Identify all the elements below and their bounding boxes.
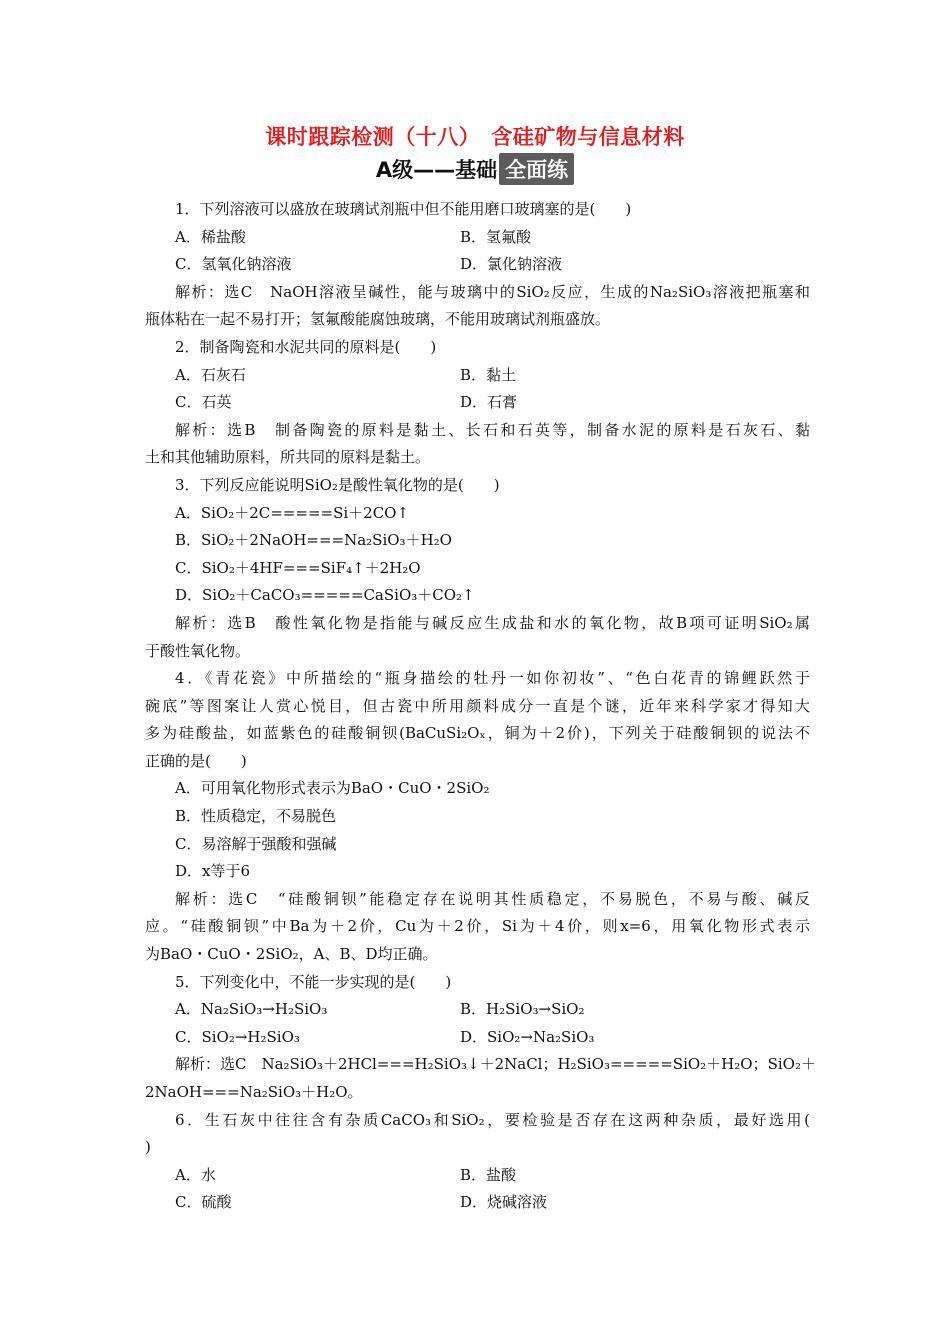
- option-second: D．烧碱溶液: [460, 1193, 548, 1212]
- text-line: [145, 582, 810, 610]
- line-text: 2．制备陶瓷和水泥共同的原料是( ): [175, 337, 437, 356]
- line-text: 为BaO・CuO・2SiO₂，A、B、D均正确。: [145, 945, 438, 964]
- line-text: A．SiO₂＋2C=====Si＋2CO↑: [175, 503, 410, 522]
- line-text: A．Na₂SiO₃→H₂SiO₃: [175, 1000, 328, 1019]
- text-line: [145, 1134, 810, 1162]
- option-row: [145, 251, 810, 279]
- level-badge: 全面练: [499, 153, 574, 185]
- text-line: [145, 803, 810, 831]
- line-text: 解析：选C Na₂SiO₃＋2HCl===H₂SiO₃↓＋2NaCl；H₂SiO₃=====SiO₂＋H₂O；SiO₂＋: [175, 1055, 816, 1074]
- line-text: 瓶体粘在一起不易打开；氢氟酸能腐蚀玻璃，不能用玻璃试剂瓶盛放。: [145, 310, 611, 329]
- text-line: [145, 555, 810, 583]
- line-text: A．石灰石: [175, 365, 246, 384]
- question-content: [145, 196, 816, 1217]
- text-line: [145, 831, 810, 859]
- line-text: C．SiO₂＋4HF===SiF₄↑＋2H₂O: [175, 558, 421, 577]
- text-line: [145, 334, 810, 362]
- text-line: [145, 1051, 816, 1079]
- option-row: [145, 224, 810, 252]
- line-text: 3．下列反应能说明SiO₂是酸性氧化物的是( ): [175, 475, 500, 494]
- line-text: B．性质稳定，不易脱色: [175, 807, 337, 826]
- line-text: 碗底”等图案让人赏心悦目，但古瓷中所用颜料成分一直是个谜，近年来科学家才得知大: [145, 696, 810, 715]
- text-line: [145, 610, 810, 638]
- text-line: [145, 472, 810, 500]
- text-line: [145, 638, 810, 666]
- level-heading: [0, 153, 950, 185]
- option-second: B．黏土: [460, 365, 517, 384]
- text-line: [145, 886, 810, 914]
- text-line: [145, 417, 810, 445]
- text-line: [145, 279, 810, 307]
- option-row: [145, 996, 810, 1024]
- line-text: 解析：选B 制备陶瓷的原料是黏土、长石和石英等，制备水泥的原料是石灰石、黏: [175, 420, 810, 439]
- option-row: [145, 1024, 810, 1052]
- line-text: A．水: [175, 1165, 216, 1184]
- level-label: A级——基础: [375, 158, 498, 182]
- line-text: D．x等于6: [175, 862, 251, 881]
- text-line: [145, 444, 810, 472]
- line-text: 6．生石灰中往往含有杂质CaCO₃和SiO₂，要检验是否存在这两种杂质，最好选用(: [175, 1110, 810, 1129]
- page-title: 课时跟踪检测（十八） 含硅矿物与信息材料: [265, 125, 685, 149]
- option-row: [145, 1162, 810, 1190]
- text-line: [145, 748, 810, 776]
- option-second: D．氯化钠溶液: [460, 255, 563, 274]
- text-line: [145, 306, 810, 334]
- line-text: 解析：选C NaOH溶液呈碱性，能与玻璃中的SiO₂反应，生成的Na₂SiO₃溶液把瓶塞和: [175, 282, 810, 301]
- text-line: [145, 775, 810, 803]
- option-row: [145, 389, 810, 417]
- text-line: [145, 969, 810, 997]
- option-second: D．SiO₂→Na₂SiO₃: [460, 1027, 595, 1046]
- option-row: [145, 1189, 810, 1217]
- line-text: C．氢氧化钠溶液: [175, 255, 292, 274]
- text-line: [145, 913, 810, 941]
- text-line: [145, 665, 810, 693]
- option-second: B．盐酸: [460, 1165, 517, 1184]
- line-text: 多为硅酸盐，如蓝紫色的硅酸铜钡(BaCuSi₂Oₓ，铜为＋2价)，下列关于硅酸铜钡的说法不: [145, 724, 810, 743]
- option-second: D．石膏: [460, 393, 518, 412]
- line-text: C．石英: [175, 393, 232, 412]
- text-line: [145, 1079, 810, 1107]
- line-text: 解析：选B 酸性氧化物是指能与碱反应生成盐和水的氧化物，故B项可证明SiO₂属: [175, 613, 810, 632]
- text-line: [145, 196, 810, 224]
- text-line: [145, 941, 810, 969]
- line-text: 2NaOH===Na₂SiO₃＋H₂O。: [145, 1083, 363, 1101]
- line-text: 正确的是( ): [145, 751, 247, 770]
- text-line: [145, 693, 810, 721]
- line-text: D．SiO₂＋CaCO₃=====CaSiO₃＋CO₂↑: [175, 586, 475, 605]
- line-text: C．SiO₂→H₂SiO₃: [175, 1027, 300, 1046]
- text-line: [145, 500, 810, 528]
- line-text: 5．下列变化中，不能一步实现的是( ): [175, 972, 452, 991]
- line-text: 解析：选C “硅酸铜钡”能稳定存在说明其性质稳定，不易脱色，不易与酸、碱反: [175, 889, 810, 908]
- line-text: 1．下列溶液可以盛放在玻璃试剂瓶中但不能用磨口玻璃塞的是( ): [175, 200, 632, 218]
- option-row: [145, 362, 810, 390]
- line-text: B．SiO₂＋2NaOH===Na₂SiO₃＋H₂O: [175, 531, 452, 550]
- line-text: A．可用氧化物形式表示为BaO・CuO・2SiO₂: [175, 779, 490, 798]
- line-text: 应。“硅酸铜钡”中Ba为＋2价，Cu为＋2价，Si为＋4价，则x=6，用氧化物形式表示: [145, 917, 810, 936]
- line-text: 于酸性氧化物。: [145, 641, 251, 660]
- line-text: 土和其他辅助原料，所共同的原料是黏土。: [145, 448, 431, 467]
- line-text: ): [145, 1138, 151, 1157]
- text-line: [145, 1107, 810, 1135]
- line-text: C．硫酸: [175, 1193, 232, 1212]
- option-second: B．氢氟酸: [460, 227, 532, 246]
- line-text: C．易溶解于强酸和强碱: [175, 834, 337, 853]
- line-text: A．稀盐酸: [175, 227, 246, 246]
- text-line: [145, 720, 810, 748]
- option-second: B．H₂SiO₃→SiO₂: [460, 1000, 585, 1019]
- text-line: [145, 858, 810, 886]
- line-text: 4．《青花瓷》中所描绘的“瓶身描绘的牡丹一如你初妆”、“色白花青的锦鲤跃然于: [175, 669, 810, 688]
- text-line: [145, 527, 810, 555]
